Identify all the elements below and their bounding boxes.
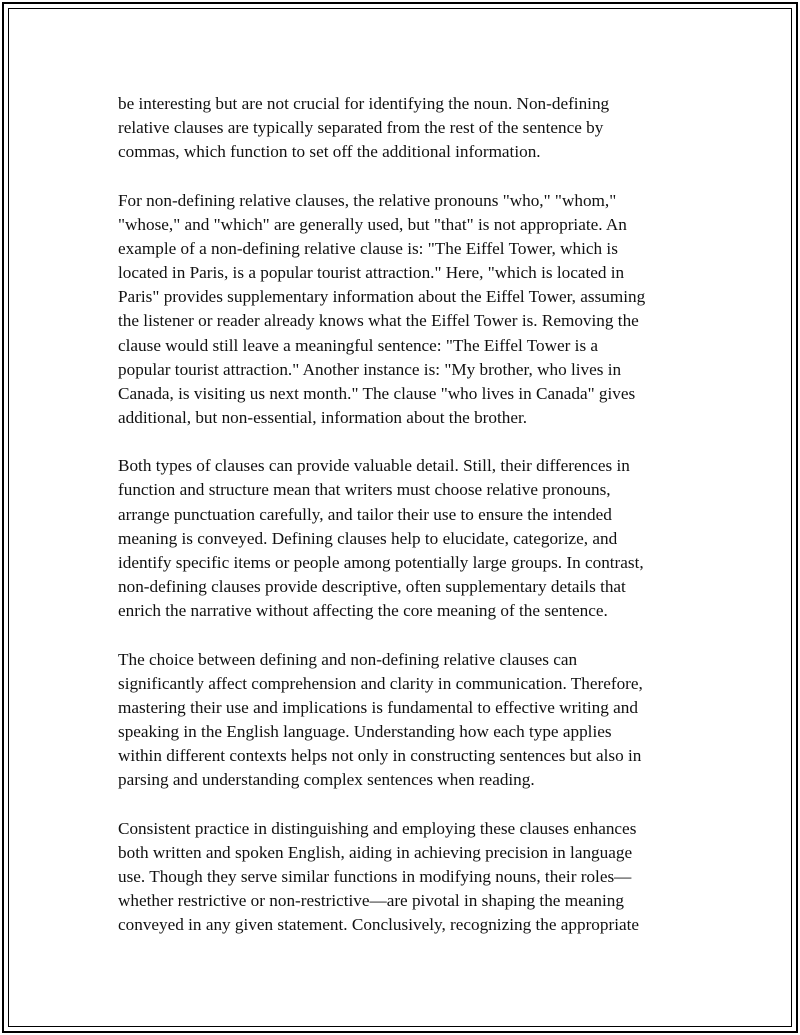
document-body xyxy=(118,92,698,962)
text-line: use. Though they serve similar functions in modifying nouns, their roles— xyxy=(118,866,632,886)
text-line: Consistent practice in distinguishing and employing these clauses enhances xyxy=(118,818,637,838)
text-line: within different contexts helps not only in constructing sentences but also in xyxy=(118,746,642,766)
text-line: meaning is conveyed. Defining clauses help to elucidate, categorize, and xyxy=(118,528,618,548)
text-line: example of a non-defining relative clause is: "The Eiffel Tower, which is xyxy=(118,238,618,258)
text-line: conveyed in any given statement. Conclusively, recognizing the appropriate xyxy=(118,915,640,935)
text-line: non-defining clauses provide descriptive, often supplementary details that xyxy=(118,577,626,597)
paragraph-2 xyxy=(118,189,698,431)
text-line: For non-defining relative clauses, the relative pronouns "who," "whom," xyxy=(118,190,617,210)
text-line: mastering their use and implications is fundamental to effective writing and xyxy=(118,697,638,717)
text-line: popular tourist attraction." Another instance is: "My brother, who lives in xyxy=(118,359,622,379)
paragraph-5 xyxy=(118,817,698,938)
text-line: enrich the narrative without affecting the core meaning of the sentence. xyxy=(118,601,608,621)
text-line: clause would still leave a meaningful sentence: "The Eiffel Tower is a xyxy=(118,335,599,355)
text-line: commas, which function to set off the additional information. xyxy=(118,142,541,162)
paragraph-4 xyxy=(118,648,698,793)
text-line: relative clauses are typically separated from the rest of the sentence by xyxy=(118,118,604,138)
paragraph-3 xyxy=(118,454,698,623)
text-line: arrange punctuation carefully, and tailor their use to ensure the intended xyxy=(118,504,612,524)
text-line: The choice between defining and non-defining relative clauses can xyxy=(118,649,578,669)
text-line: whether restrictive or non-restrictive—are pivotal in shaping the meaning xyxy=(118,891,624,911)
text-line: the listener or reader already knows what the Eiffel Tower is. Removing the xyxy=(118,311,639,331)
text-line: both written and spoken English, aiding in achieving precision in language xyxy=(118,842,633,862)
text-line: speaking in the English language. Understanding how each type applies xyxy=(118,722,612,742)
text-line: Both types of clauses can provide valuable detail. Still, their differences in xyxy=(118,456,630,476)
text-line: "whose," and "which" are generally used, but "that" is not appropriate. An xyxy=(118,214,627,234)
text-line: Paris" provides supplementary information about the Eiffel Tower, assuming xyxy=(118,287,646,307)
text-line: Canada, is visiting us next month." The clause "who lives in Canada" gives xyxy=(118,383,636,403)
text-line: parsing and understanding complex sentences when reading. xyxy=(118,770,535,790)
paragraph-1 xyxy=(118,92,698,164)
text-line: identify specific items or people among potentially large groups. In contrast, xyxy=(118,552,644,572)
text-line: function and structure mean that writers must choose relative pronouns, xyxy=(118,480,611,500)
text-line: located in Paris, is a popular tourist attraction." Here, "which is located in xyxy=(118,263,625,283)
text-line: additional, but non-essential, information about the brother. xyxy=(118,408,528,428)
text-line: be interesting but are not crucial for identifying the noun. Non-defining xyxy=(118,94,610,113)
text-line: significantly affect comprehension and clarity in communication. Therefore, xyxy=(118,673,643,693)
